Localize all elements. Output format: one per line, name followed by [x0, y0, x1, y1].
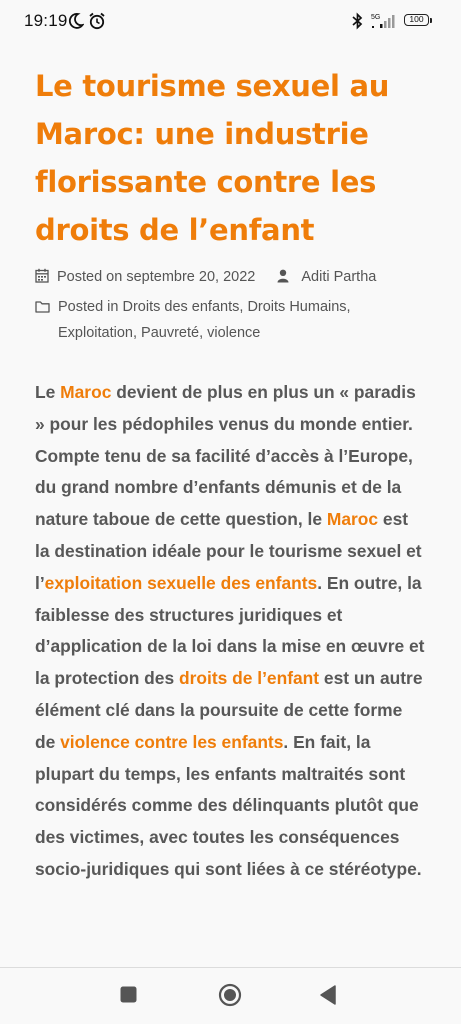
body-text-segment: est la destination idéale pour le tourisme sexuel et l’: [35, 509, 422, 593]
body-link-violence[interactable]: violence contre les enfants: [60, 731, 284, 752]
battery-tip: [430, 18, 432, 23]
user-icon: [277, 269, 289, 287]
post-meta-categories: [35, 294, 435, 346]
category-link[interactable]: Droits des enfants: [122, 299, 240, 315]
body-link-maroc[interactable]: Maroc: [60, 382, 112, 402]
home-circle-icon[interactable]: [218, 983, 242, 1011]
recents-square-icon[interactable]: [119, 985, 139, 1009]
back-triangle-icon[interactable]: [318, 984, 338, 1010]
body-link-droits-enfant[interactable]: droits de l’enfant: [178, 668, 320, 689]
post-meta-date: [35, 268, 435, 287]
bluetooth-icon: [351, 12, 364, 34]
moon-icon: [68, 12, 84, 34]
status-time: 19:19: [24, 11, 68, 30]
network-type-label: 5G: [371, 14, 381, 21]
body-link-exploitation[interactable]: exploitation sexuelle des enfants: [44, 572, 318, 593]
posted-in-label: Posted in: [58, 299, 119, 315]
category-link[interactable]: Pauvreté: [141, 325, 200, 341]
folder-icon: [35, 296, 50, 322]
category-link[interactable]: Exploitation: [58, 325, 133, 341]
category-link[interactable]: Droits Humains: [247, 299, 347, 315]
signal-icon: [370, 12, 400, 34]
battery-icon: 100: [404, 14, 429, 26]
posted-on-label: Posted on: [57, 269, 123, 285]
calendar-icon: [35, 268, 49, 287]
post-date[interactable]: septembre 20, 2022: [126, 269, 256, 285]
body-text-segment: est un autre élément clé dans la poursuite de cette forme de: [35, 668, 423, 752]
body-text-segment: Le: [35, 382, 61, 402]
alarm-icon: [88, 12, 106, 34]
article-body: [35, 377, 427, 886]
categories-list: Posted in Droits des enfants, Droits Humains, Exploitation, Pauvreté, violence: [58, 299, 351, 341]
body-text-segment: devient de plus en plus un « paradis » pour les pédophiles venus du monde entier. Compte tenu de sa facilité d’accès à l’Europe, du grand nombre d’enfants démunis et de la nature taboue de cette question, le: [35, 382, 416, 530]
article-title[interactable]: Le tourisme sexuel au Maroc: une industrie florissante contre les droits de l’enfant: [35, 69, 390, 247]
body-link-maroc[interactable]: Maroc: [326, 509, 379, 530]
body-text-segment: . En outre, la faiblesse des structures juridiques et d’application de la loi dans la mise en œuvre et la protection des: [35, 572, 425, 689]
post-author[interactable]: Aditi Partha: [301, 269, 377, 285]
category-link[interactable]: violence: [207, 325, 261, 341]
body-text-segment: . En fait, la plupart du temps, les enfants maltraités sont considérés comme des délinquants plutôt que des victimes, avec toutes les conséquences socio-juridiques qui sont liées à ce stéréotype.: [35, 731, 422, 879]
